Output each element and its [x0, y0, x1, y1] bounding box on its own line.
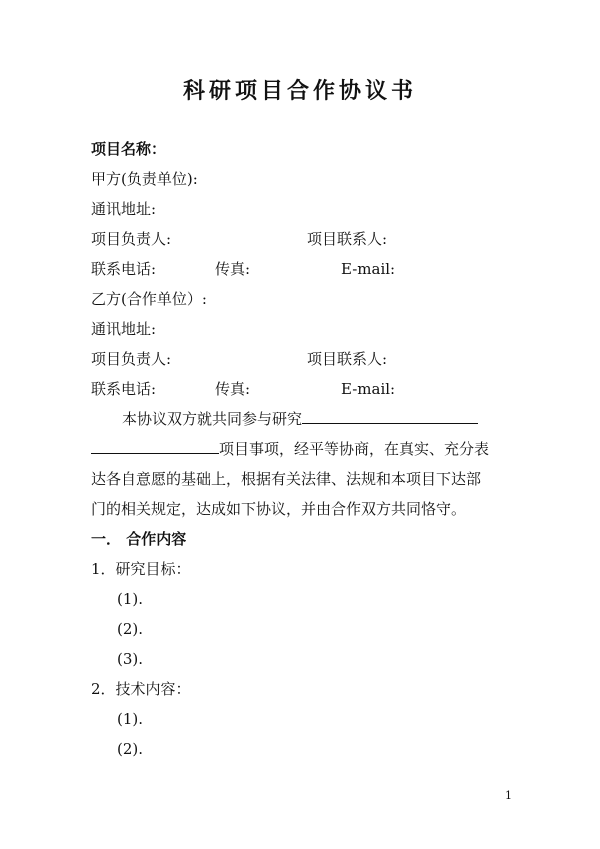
party-b-address-label: 通讯地址: — [91, 320, 157, 338]
party-b-email-label: E-mail: — [341, 380, 396, 398]
party-a-leader-label: 项目负责人: — [91, 230, 172, 248]
item-technical-content: 2．技术内容： — [91, 680, 191, 698]
item-research-goals: 1．研究目标： — [91, 560, 191, 578]
party-a-email-label: E-mail: — [341, 260, 396, 278]
project-name-label: 项目名称： — [91, 140, 167, 158]
party-b-fax-label: 传真: — [215, 380, 251, 398]
party-a-address-label: 通讯地址: — [91, 200, 157, 218]
party-a-fax-label: 传真: — [215, 260, 251, 278]
technical-content-sub-2: (2). — [117, 740, 144, 758]
project-name-blank — [91, 439, 219, 454]
agreement-paragraph-line3: 达各自意愿的基础上，根据有关法律、法规和本项目下达部 — [91, 470, 482, 488]
party-b-phone-label: 联系电话: — [91, 380, 157, 398]
research-goal-sub-2: (2). — [117, 620, 144, 638]
technical-content-sub-1: (1). — [117, 710, 144, 728]
party-a-label: 甲方(负责单位): — [91, 170, 198, 188]
party-b-label: 乙方(合作单位）: — [91, 290, 207, 308]
research-goal-sub-3: (3). — [117, 650, 144, 668]
party-b-leader-label: 项目负责人: — [91, 350, 172, 368]
party-b-contact-label: 项目联系人: — [307, 350, 388, 368]
agreement-paragraph-line1 — [122, 409, 478, 429]
party-a-contact-label: 项目联系人: — [307, 230, 388, 248]
research-topic-blank — [302, 409, 478, 424]
agreement-paragraph-line2 — [91, 439, 489, 459]
document-title: 科研项目合作协议书 — [182, 78, 417, 104]
party-a-phone-label: 联系电话: — [91, 260, 157, 278]
agreement-paragraph-line4: 门的相关规定，达成如下协议，并由合作双方共同恪守。 — [91, 500, 467, 518]
section-heading-cooperation-content: 一． 合作内容 — [91, 530, 187, 548]
agreement-text-1: 本协议双方就共同参与研究 — [122, 410, 303, 428]
page-number: 1 — [505, 789, 512, 802]
agreement-text-2: 项目事项，经平等协商，在真实、充分表 — [219, 440, 490, 458]
research-goal-sub-1: (1). — [117, 590, 144, 608]
